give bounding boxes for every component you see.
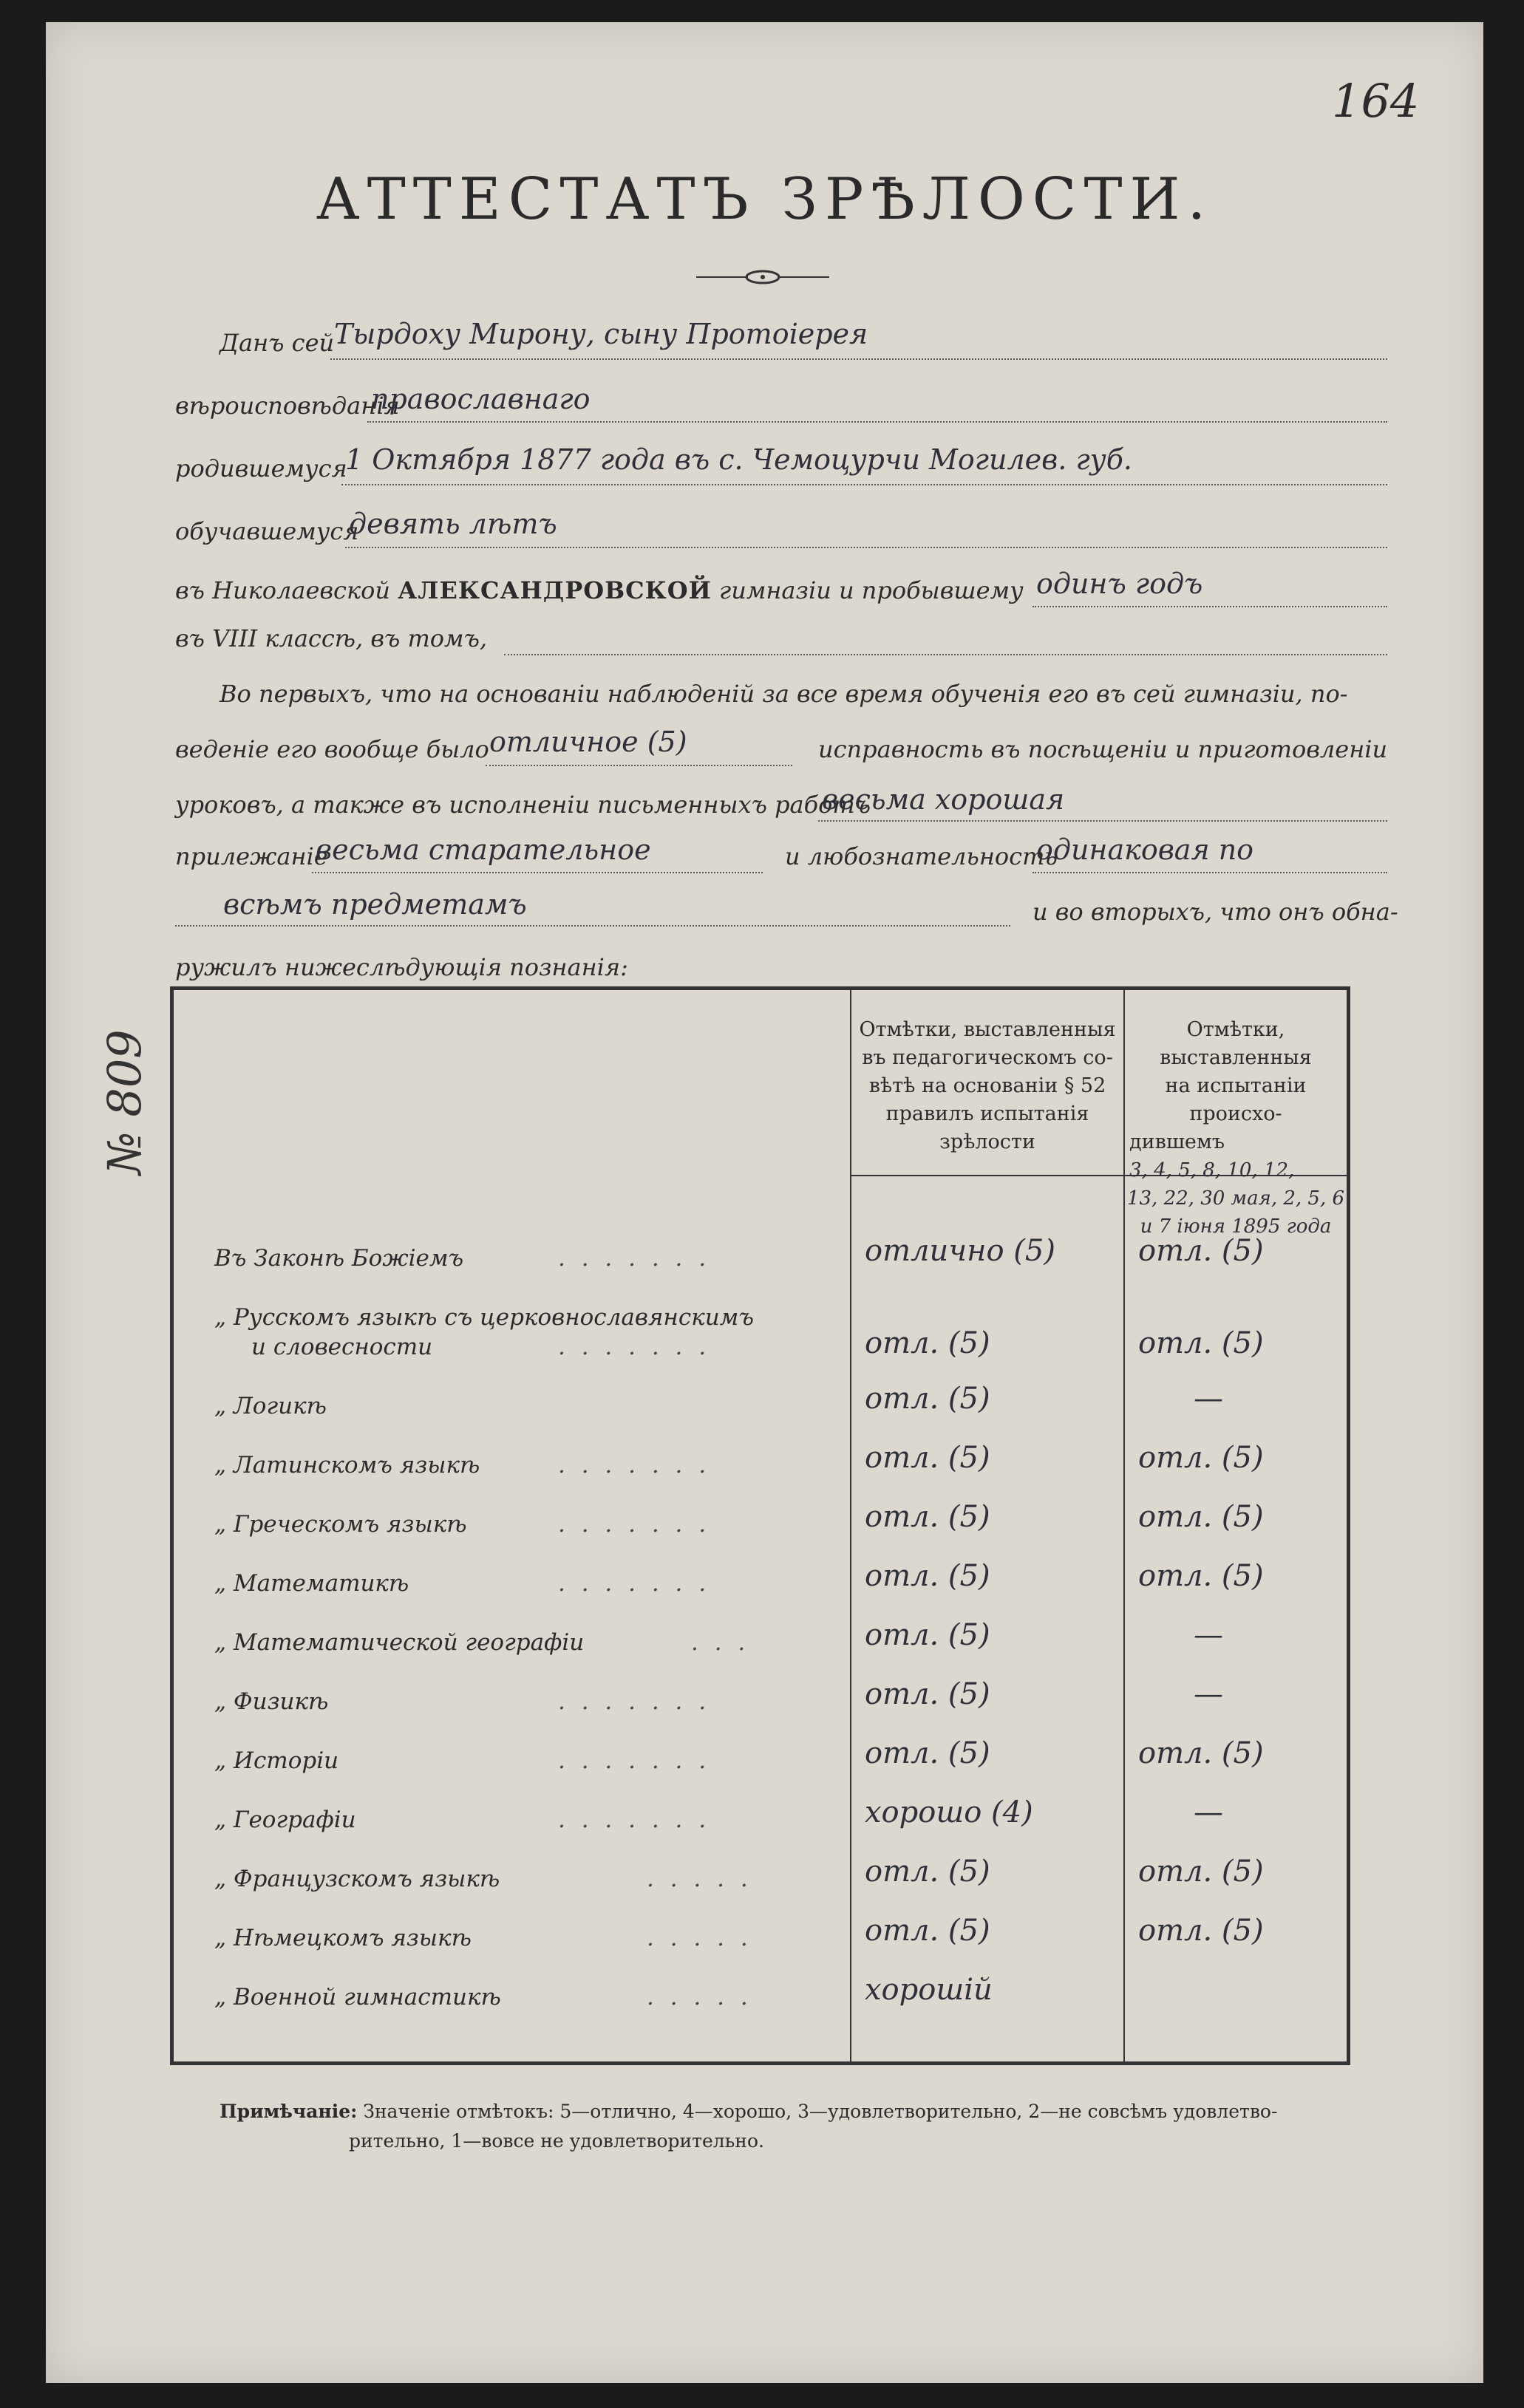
intro-given-label: Данъ сей bbox=[220, 329, 335, 357]
intro-born-value: 1 Октября 1877 года въ с. Чемоцурчи Могилев. губ. bbox=[345, 443, 1132, 476]
intro-studied-label: обучавшемуся bbox=[175, 517, 359, 545]
grade-exam: — bbox=[1194, 1677, 1223, 1711]
grade-council: отл. (5) bbox=[865, 1500, 990, 1534]
intro-class-label: въ VIII классѣ, въ томъ, bbox=[175, 624, 488, 652]
grade-exam: отл. (5) bbox=[1138, 1326, 1264, 1360]
grade-exam: — bbox=[1194, 1618, 1223, 1652]
grade-exam: отл. (5) bbox=[1138, 1914, 1264, 1948]
subject-greek: „ Греческомъ языкѣ bbox=[214, 1511, 467, 1538]
document-title: АТТЕСТАТЪ ЗРѢЛОСТИ. bbox=[316, 166, 1214, 233]
body-curiosity-value: одинаковая по bbox=[1036, 833, 1254, 866]
subject-german: „ Нѣмецкомъ языкѣ bbox=[214, 1925, 472, 1951]
intro-studied-value: девять лѣтъ bbox=[349, 508, 557, 540]
col-council-header: Отмѣтки, выставленныя въ педагогическомъ со- вѣтѣ на основанiи § 52 правилъ испытанiя зрѣлости bbox=[859, 1018, 1116, 1153]
subject-history: „ Исторiи bbox=[214, 1747, 339, 1774]
subject-gymnastics: „ Военной гимнастикѣ bbox=[214, 1984, 501, 2010]
side-number: № 809 bbox=[98, 1029, 152, 1175]
grade-exam: отл. (5) bbox=[1138, 1500, 1264, 1534]
subject-physics: „ Физикѣ bbox=[214, 1688, 329, 1715]
subject-geography: „ Географiи bbox=[214, 1807, 356, 1833]
body-knowledge-label: ружилъ нижеслѣдующiя познанiя: bbox=[175, 953, 628, 981]
grade-council: отл. (5) bbox=[865, 1559, 990, 1593]
grade-council: отл. (5) bbox=[865, 1677, 990, 1711]
grade-council: отл. (5) bbox=[865, 1855, 990, 1889]
grade-exam: отл. (5) bbox=[1138, 1855, 1264, 1889]
grade-exam: отл. (5) bbox=[1138, 1441, 1264, 1475]
intro-years-value: одинъ годъ bbox=[1036, 567, 1203, 600]
grade-exam: — bbox=[1194, 1382, 1223, 1416]
subject-logic: „ Логикѣ bbox=[214, 1393, 327, 1419]
grade-council: отл. (5) bbox=[865, 1326, 990, 1360]
body-behaviour-label: веденiе его вообще было bbox=[175, 735, 489, 763]
subject-law: Въ Законѣ Божiемъ bbox=[214, 1245, 464, 1272]
body-curiosity-label: и любознательность bbox=[785, 842, 1058, 870]
subject-math: „ Математикѣ bbox=[214, 1570, 409, 1597]
grade-council: хорошiй bbox=[865, 1973, 993, 2007]
grade-exam: — bbox=[1194, 1795, 1223, 1829]
certificate-page bbox=[46, 22, 1483, 2383]
body-subjects-value: всѣмъ предметамъ bbox=[223, 888, 527, 921]
grade-council: хорошо (4) bbox=[865, 1795, 1033, 1829]
subject-french: „ Французскомъ языкѣ bbox=[214, 1866, 500, 1892]
intro-religion-value: православнаго bbox=[371, 383, 591, 415]
grade-council: отлично (5) bbox=[865, 1234, 1055, 1268]
grades-table: Отмѣтки, выставленныя въ педагогическомъ со- вѣтѣ на основанiи § 52 правилъ испытанiя зрѣлости Отмѣтки, выставленныя на испытанiи происхо- дившемъ 3, 4, 5, 8, 10, 12, 13, 22, 30 мая, 2, 5, 6 и 7 iюня 1895 года Въ Законѣ Божiемъ . . . . . . . отлично (5) отл. (5) „ Русскомъ языкѣ съ церковнославянскимъ и словесности . . . . . . . отл. (5) отл. (5) „ Логикѣ отл. (5) — „ Латинскомъ языкѣ . . . . . . . отл. (5) отл. (5) „ Греческомъ языкѣ . . . . . . . отл. (5) отл. (5) „ Математикѣ . . . . . . . отл. (5) отл. (5) „ Математической географiи . . . отл. (5) — „ Физикѣ . . . . . . . отл. (5) — „ Исторiи . . . . . . . отл. (5) отл. (5) „ Географiи . . . . . . . хорошо (4) — „ Французскомъ языкѣ . . . . . отл. (5) отл. (5) „ Нѣмецкомъ языкѣ . . . . . отл. (5) отл. (5) „ Военной гимнастикѣ . . . . . хорошiй bbox=[170, 986, 1350, 2065]
grade-exam: отл. (5) bbox=[1138, 1736, 1264, 1770]
page-number: 164 bbox=[1332, 74, 1420, 128]
body-diligence-value: весьма старательное bbox=[316, 833, 651, 866]
grade-exam: отл. (5) bbox=[1138, 1559, 1264, 1593]
subject-russian-2: и словесности bbox=[251, 1334, 433, 1360]
grade-council: отл. (5) bbox=[865, 1914, 990, 1948]
grade-exam: отл. (5) bbox=[1138, 1234, 1264, 1268]
intro-religion-label: вѣроисповѣданiя bbox=[175, 392, 400, 420]
col-exam-header: Отмѣтки, выставленныя на испытанiи происхо- дившемъ 3, 4, 5, 8, 10, 12, 13, 22, 30 мая, 2, 5, 6 и 7 iюня 1895 года bbox=[1126, 1018, 1345, 1238]
intro-given-name: Тырдоху Мирону, сыну Протоiерея bbox=[334, 318, 868, 350]
body-attendance-label: исправность въ посѣщенiи и приготовленiи bbox=[818, 735, 1388, 763]
subject-math-geography: „ Математической географiи bbox=[214, 1629, 585, 1656]
body-lessons-value: весьма хорошая bbox=[822, 783, 1065, 816]
subject-latin: „ Латинскомъ языкѣ bbox=[214, 1452, 480, 1478]
grading-note: Примѣчанiе: Значенiе отмѣтокъ: 5—отлично, 4—хорошо, 3—удовлетворительно, 2—не совсѣмъ удовлетво- рительно, 1—вовсе не удовлетворительно. bbox=[220, 2101, 1278, 2152]
body-behaviour-value: отличное (5) bbox=[489, 726, 687, 758]
grade-council: отл. (5) bbox=[865, 1618, 990, 1652]
body-secondly-label: и во вторыхъ, что онъ обна- bbox=[1033, 898, 1398, 926]
subject-russian: „ Русскомъ языкѣ съ церковнославянскимъ bbox=[214, 1304, 755, 1331]
grade-council: отл. (5) bbox=[865, 1736, 990, 1770]
ornament-divider-icon bbox=[696, 266, 829, 288]
body-line-1: Во первыхъ, что на основанiи наблюденiй за все время обученiя его въ сей гимназiи, по- bbox=[220, 680, 1348, 708]
intro-school-label: въ Николаевской АЛЕКСАНДРОВСКОЙ гимназiи и пробывшему bbox=[175, 576, 1024, 604]
body-diligence-label: прилежанiе bbox=[175, 842, 328, 870]
body-lessons-label: уроковъ, а также въ исполненiи письменныхъ работъ bbox=[175, 791, 871, 819]
grade-council: отл. (5) bbox=[865, 1382, 990, 1416]
intro-born-label: родившемуся bbox=[175, 454, 347, 482]
grade-council: отл. (5) bbox=[865, 1441, 990, 1475]
